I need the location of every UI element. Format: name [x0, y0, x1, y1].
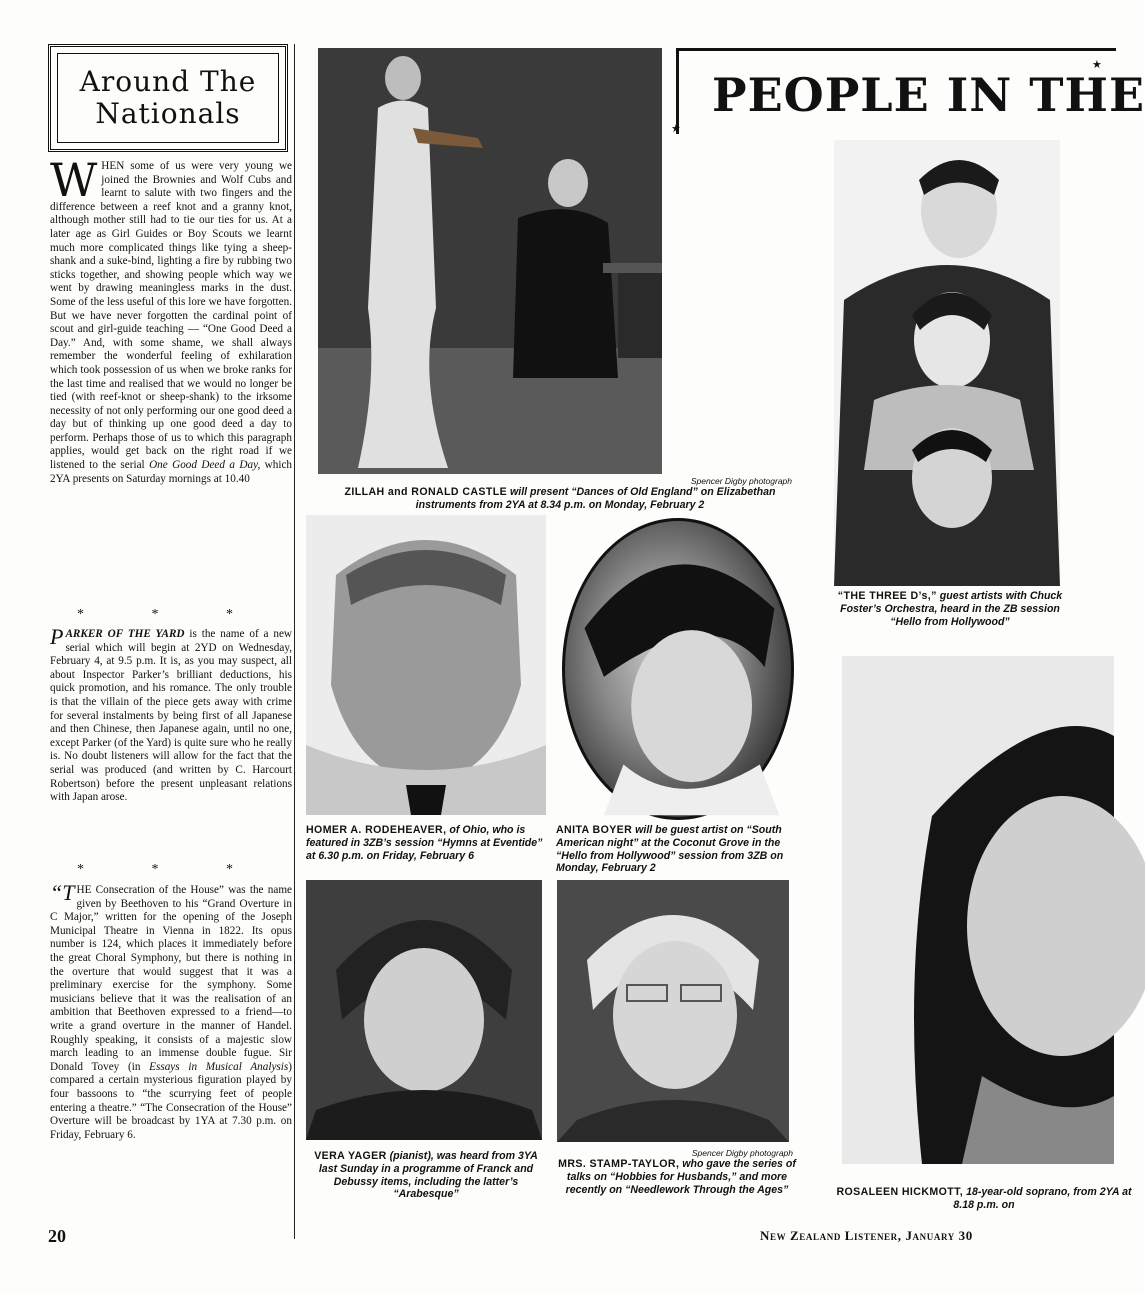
yager-photo [306, 880, 542, 1140]
article-text-end: which 2YA presents on Saturday mornings at 10.40 [50, 459, 293, 485]
rodeheaver-photo [306, 515, 546, 815]
yager-caption [306, 1150, 546, 1201]
masthead-line-1: Around The [79, 65, 257, 98]
page-number: 20 [48, 1226, 66, 1246]
article-parker [50, 624, 293, 805]
column-rule [294, 44, 295, 1239]
section-divider: * * * [77, 862, 265, 877]
caption-name: HOMER A. RODEHEAVER, [306, 824, 447, 836]
three-ds-caption [834, 590, 1066, 628]
publication-footer: New Zealand Listener, January 30 [760, 1228, 973, 1243]
photo-credit: Spencer Digby photograph [691, 1148, 793, 1158]
article-beethoven [50, 880, 292, 1142]
article-text: is the name of a new serial which will begin at 2YD on Wednesday, February 4, at 9.5 p.m. It is, as you may suspect, all about Inspector Parker’s brilliant deductions, his quick promotion, and his romance. The only trouble is that the villain of the piece gets away with crime for several instalments by being first of all Japanese and then Chinese, then Japanese again, until no one, except Parker (of the Yard) is quite sure who he really is. No doubt listeners will allow for the fact that the serial was produced (and written by C. Harcourt Robertson) before the present unpleasant relations with Japan arose. [50, 628, 293, 804]
article-text-end: ) compared a certain mysterious figuration played by four bassoons to “the scurrying feet of people entering a theatre.” “The Consecration of the House” Overture will be broadcast by 1YA at 7.30 p.m. on Friday, February 6. [50, 1060, 292, 1141]
hickmott-photo [842, 656, 1114, 1164]
caption-text: 18-year-old soprano, from 2YA at 8.18 p.m. on [953, 1186, 1132, 1211]
article-brownies [50, 153, 293, 486]
caption-text: guest artists with Chuck Foster’s Orchestra, heard in the ZB session “Hello from Hollywood” [840, 590, 1063, 628]
photo-credit: Spencer Digby photograph [690, 476, 792, 486]
caption-name: ZILLAH and RONALD CASTLE [344, 486, 508, 498]
drop-cap: P [50, 624, 64, 649]
caption-text: of Ohio, who is featured in 3ZB’s session “Hymns at Eventide” at 6.30 p.m. on Friday, February 6 [306, 824, 543, 862]
caption-text: will be guest artist on “South American night” at the Coconut Grove in the “Hello from Hollywood” session from 3ZB on Monday, February 2 [556, 824, 784, 875]
caption-name: MRS. STAMP-TAYLOR, [558, 1158, 680, 1170]
castle-caption [318, 486, 802, 512]
section-divider: * * * [77, 607, 265, 622]
masthead-line-2: Nationals [95, 97, 241, 130]
caption-text: will present “Dances of Old England” on Elizabethan instruments from 2YA at 8.34 p.m. on Monday, February 2 [415, 486, 776, 511]
caption-name: ANITA BOYER [556, 824, 633, 836]
caption-text: who gave the series of talks on “Hobbies for Husbands,” and more recently on “Needlework Through the Ages” [565, 1158, 796, 1196]
caption-name: VERA YAGER [314, 1150, 387, 1162]
book-title: Essays in Musical Analysis [149, 1060, 289, 1073]
caption-name: ROSALEEN HICKMOTT, [836, 1186, 964, 1198]
caption-text: (pianist), was heard from 3YA last Sunday in a programme of Franck and Debussy items, including the latter’s “Arabesque” [318, 1150, 538, 1201]
column-masthead [48, 44, 288, 152]
star-ornament: ★ [1092, 59, 1102, 71]
stamp-taylor-photo [557, 880, 789, 1142]
rodeheaver-caption [306, 824, 546, 862]
article-text: HE Consecration of the House” was the name given by Beethoven to his “Grand Overture in C Major,” written for the opening of the Joseph Municipal Theatre in Vienna in 1822. Its opus number is 124, which places it immediately before the great Choral Symphony, but there is nothing in the overture that would suggest that it was a preliminary exercise for the symphony. Some musicians believe that it was the realisation of an ambition that Beethoven expressed to a friend—to write a grand overture in the manner of Handel. Roughly speaking, it consists of a majestic slow march leading to an immense double fugue. Sir Donald Tovey (in [50, 884, 292, 1073]
castle-photo [318, 48, 662, 474]
article-text: HEN some of us were very young we joined the Brownies and Wolf Cubs and learnt to salute with two fingers and the difference between a reef knot and a granny knot, although mother still had to tie our ties for us. At a later age as Girl Guides or Boy Scouts we learnt much more complicated things like tying a sheep-shank and a suke-bind, lighting a fire by rubbing two sticks together, and showing people which way we went by drawing meaningless marks in the dust. Some of the less useful of this lore we have forgotten. But we have never forgotten the cardinal point of scout and girl-guide teaching — “One Good Deed a Day.” And, with some shame, we shall always remember the wonderful feeling of exhilaration which took possession of us when we broke ranks for the last time and realised that we would no longer be tied (with reef-knot or sheep-shank) to the irksome necessity of not only performing our one good deed a day but of thinking up one good deed a day to perform. Perhaps those of us to which this paragraph applies, would get back on the right road if we listened to the serial [50, 160, 292, 472]
drop-cap: “T [50, 880, 75, 905]
page-headline: PEOPLE IN THE [712, 68, 1145, 122]
serial-title: ARKER OF THE YARD [65, 628, 185, 640]
drop-cap: W [50, 153, 98, 207]
hickmott-caption [834, 1186, 1134, 1212]
star-ornament: ★ [671, 123, 681, 135]
boyer-caption [556, 824, 800, 875]
stamp-taylor-caption [557, 1158, 797, 1196]
three-ds-photo [834, 140, 1060, 586]
serial-title: One Good Deed a Day, [149, 459, 261, 472]
caption-name: “THE THREE D’s,” [837, 590, 937, 602]
boyer-photo [562, 518, 794, 820]
